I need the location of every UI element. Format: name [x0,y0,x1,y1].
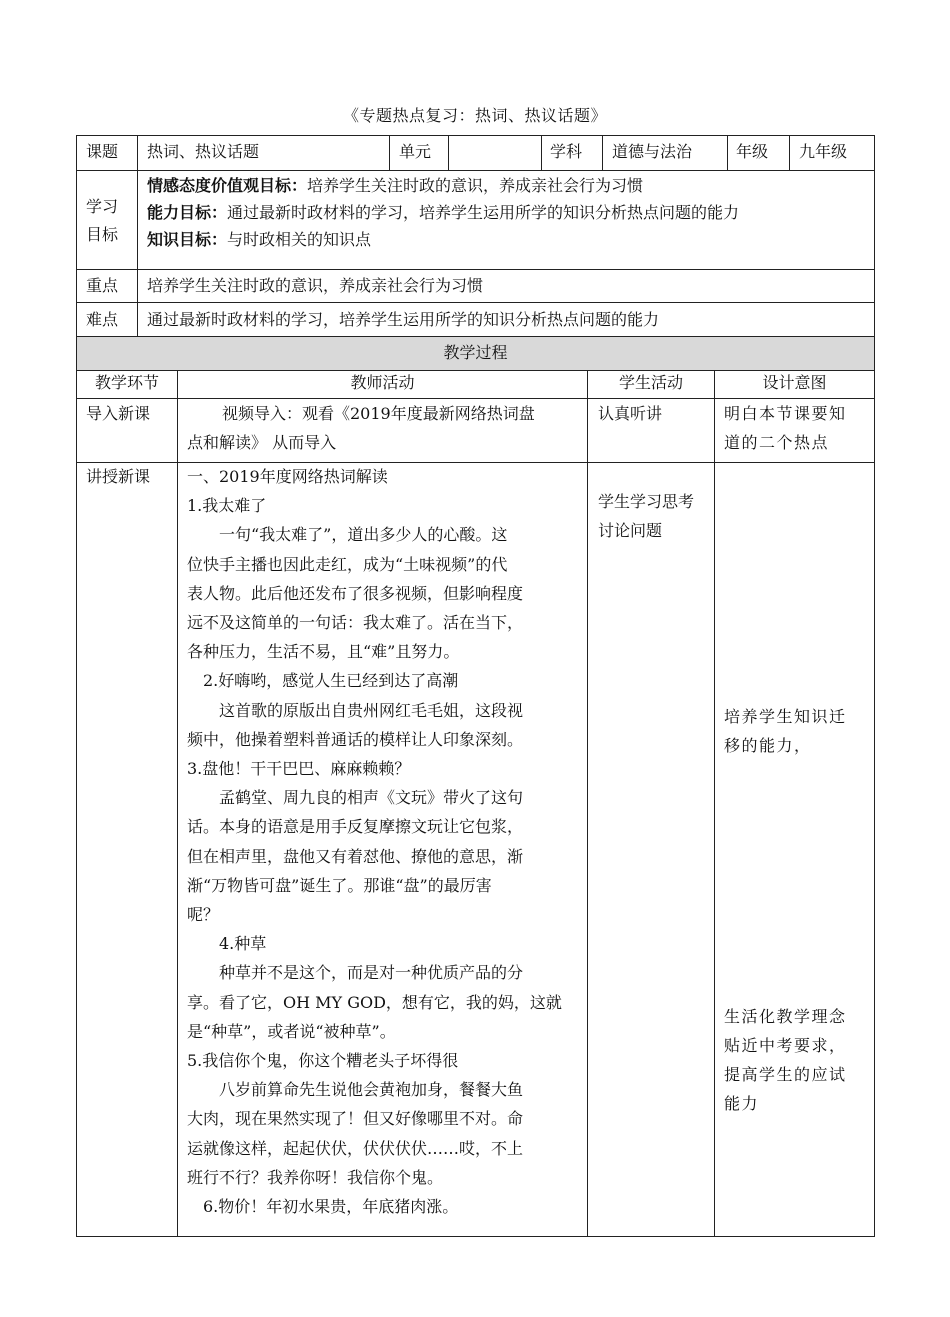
lecture-teacher-line: 4.种草 [187,934,267,954]
column-header: 教学环节 [94,373,159,392]
lecture-stage: 讲授新课 [86,467,151,486]
intro-intent-line: 道的二个热点 [724,433,830,452]
lecture-teacher-line: 渐“万物皆可盘”诞生了。那谁“盘”的最厉害 [187,875,492,895]
lecture-teacher-line: 大肉，现在果然实现了！但又好像哪里不对。命 [187,1109,524,1129]
lecture-teacher-line: 运就像这样，起起伏伏，伏伏伏伏……哎，不上 [187,1138,524,1158]
lecture-teacher-line: 远不及这简单的一句话：我太难了。活在当下， [187,613,524,633]
table-border [76,336,875,337]
table-border [177,370,178,1237]
lecture-teacher-line: 各种压力，生活不易，且“难”且努力。 [187,642,460,662]
goal-text: 与时政相关的知识点 [227,230,372,249]
difficulty-value: 通过最新时政材料的学习，培养学生运用所学的知识分析热点问题的能力 [147,310,660,329]
grade-value: 九年级 [799,142,848,161]
goals-label-line: 目标 [86,225,119,244]
table-border [541,135,542,171]
lecture-teacher-line: 2.好嗨哟，感觉人生已经到达了高潮 [187,671,459,691]
lecture-student [598,487,710,545]
lecture-intent-line: 能力 [724,1094,760,1113]
table-border [76,302,875,303]
lecture-teacher-line: 但在相声里，盘他又有着怼他、撩他的意思，渐 [187,846,524,866]
lecture-teacher-line: 1.我太难了 [187,496,267,516]
intro-intent [724,399,870,457]
intro-stage: 导入新课 [86,404,151,423]
subject-label: 学科 [550,142,583,161]
table-border [76,135,77,1237]
intro-teacher-line: 点和解读》 从而导入 [187,433,337,452]
topic-value: 热词、热议话题 [147,142,260,161]
lecture-teacher-line: 班行不行？我养你呀！我信你个鬼。 [187,1167,444,1187]
lecture-intent-line: 提高学生的应试 [724,1065,847,1084]
table-border [727,135,728,171]
table-border [587,370,588,1237]
lecture-teacher-line: 是“种草”，或者说“被种草”。 [187,1021,396,1041]
intro-student: 认真听讲 [598,404,663,423]
table-border [714,370,715,1237]
lecture-teacher-line: 频中，他操着塑料普通话的模样让人印象深刻。 [187,729,524,749]
intro-teacher [187,399,583,457]
lecture-teacher-line: 这首歌的原版出自贵州网红毛毛姐，这段视 [187,700,524,720]
goals-label-line: 学习 [86,197,119,216]
lecture-teacher-line: 5.我信你个鬼，你这个糟老头子坏得很 [187,1051,459,1071]
lecture-intent-line: 培养学生知识迁 [724,707,847,726]
difficulty-label: 难点 [86,310,119,329]
goal-lead: 情感态度价值观目标： [147,176,308,195]
lecture-teacher-line: 呢？ [187,905,220,925]
key-point-label: 重点 [86,276,119,295]
lecture-teacher-line: 6.物价！年初水果贵，年底猪肉涨。 [187,1197,459,1217]
lecture-teacher-line: 孟鹤堂、周九良的相声《文玩》带火了这句 [187,788,524,808]
table-border [602,135,603,171]
unit-label: 单元 [399,142,432,161]
goal-lead: 能力目标： [147,203,228,222]
subject-value: 道德与法治 [612,142,693,161]
lecture-teacher-line: 一句“我太难了”，道出多少人的心酸。这 [187,525,508,545]
lecture-intent-line: 贴近中考要求， [724,1036,847,1055]
column-header: 学生活动 [618,373,683,392]
intro-intent-line: 明白本节课要知 [724,404,847,423]
lecture-teacher-line: 位快手主播也因此走红，成为“土味视频”的代 [187,554,508,574]
lecture-student-line: 讨论问题 [598,521,663,540]
lecture-teacher [187,462,583,1221]
lecture-intent-line: 移的能力， [724,736,812,755]
table-border [789,135,790,171]
goal-lead: 知识目标： [147,230,228,249]
goal-text: 培养学生关注时政的意识，养成亲社会行为习惯 [307,176,644,195]
column-header: 设计意图 [762,373,827,392]
lecture-teacher-line: 八岁前算命先生说他会黄袍加身，餐餐大鱼 [187,1080,524,1100]
goals-label [86,193,130,249]
table-border [76,1236,875,1237]
lecture-intent-exam [724,1002,870,1118]
lecture-teacher-line: 享。看了它，OH MY GOD，想有它，我的妈，这就 [187,992,562,1012]
lecture-teacher-line: 一、2019年度网络热词解读 [187,467,388,486]
goal-text: 通过最新时政材料的学习，培养学生运用所学的知识分析热点问题的能力 [227,203,740,222]
table-border [76,170,875,171]
lecture-teacher-line: 种草并不是这个，而是对一种优质产品的分 [187,963,524,983]
table-border [874,135,875,1237]
intro-teacher-line: 视频导入：观看《2019年度最新网络热词盘 [222,404,535,423]
lecture-teacher-line: 话。本身的语意是用手反复摩擦文玩让它包浆， [187,817,524,837]
topic-label: 课题 [86,142,119,161]
lecture-teacher-line: 3.盘他！干干巴巴、麻麻赖赖？ [187,759,411,779]
goal-item [147,199,867,226]
page-title: 《专题热点复习：热词、热议话题》 [342,106,607,125]
lecture-teacher-line: 表人物。此后他还发布了很多视频，但影响程度 [187,583,524,603]
lecture-intent-line: 生活化教学理念 [724,1007,847,1026]
table-border [389,135,390,171]
table-border [76,135,875,136]
table-border [448,135,449,171]
table-border [76,269,875,270]
key-point-value: 培养学生关注时政的意识，养成亲社会行为习惯 [147,276,484,295]
lecture-student-line: 学生学习思考 [598,492,695,511]
goal-item [147,226,867,253]
goal-item [147,172,867,199]
table-border [137,135,138,337]
process-heading: 教学过程 [443,343,508,362]
column-header: 教师活动 [350,373,415,392]
grade-label: 年级 [736,142,769,161]
lecture-intent-knowledge [724,702,870,760]
goals-list [147,172,867,253]
